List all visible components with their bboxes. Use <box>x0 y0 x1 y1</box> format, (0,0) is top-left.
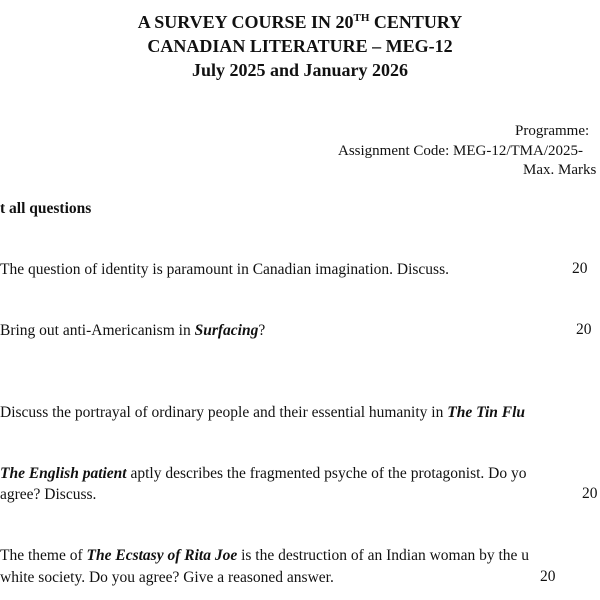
assignment-code: Assignment Code: MEG-12/TMA/2025- <box>338 143 583 159</box>
question-4-text-line-1: The English patient aptly describes the fragmented psyche of the protagonist. Do yo <box>0 465 527 482</box>
question-5-text-line-1: The theme of The Ecstasy of Rita Joe is the destruction of an Indian woman by the u <box>0 547 530 564</box>
question-5-text-line-2: white society. Do you agree? Give a reasoned answer. <box>0 569 334 586</box>
question-4-marks: 20 <box>582 485 598 502</box>
question-2-text: Bring out anti-Americanism in Surfacing? <box>0 322 266 339</box>
question-1-marks: 20 <box>572 260 588 277</box>
question-2-marks: 20 <box>576 321 592 338</box>
question-2-title: Surfacing <box>194 322 259 339</box>
question-3-text: Discuss the portrayal of ordinary people and their essential humanity in The Tin Flu <box>0 404 526 421</box>
question-4-title: The English patient <box>0 465 127 482</box>
question-5-title: The Ecstasy of Rita Joe <box>86 547 238 564</box>
max-marks-label: Max. Marks <box>523 162 597 178</box>
course-title-line-2: CANADIAN LITERATURE – MEG-12 <box>147 36 453 56</box>
programme-label: Programme: <box>515 123 590 139</box>
session-dates: July 2025 and January 2026 <box>191 60 409 80</box>
instruction: t all questions <box>0 200 92 217</box>
question-4-text-line-2: agree? Discuss. <box>0 486 97 503</box>
question-1-text: The question of identity is paramount in Canadian imagination. Discuss. <box>0 261 449 278</box>
course-title-line-1: A SURVEY COURSE IN 20TH CENTURY <box>137 12 463 32</box>
question-5-marks: 20 <box>540 568 556 585</box>
question-3-title: The Tin Flu <box>447 404 526 421</box>
